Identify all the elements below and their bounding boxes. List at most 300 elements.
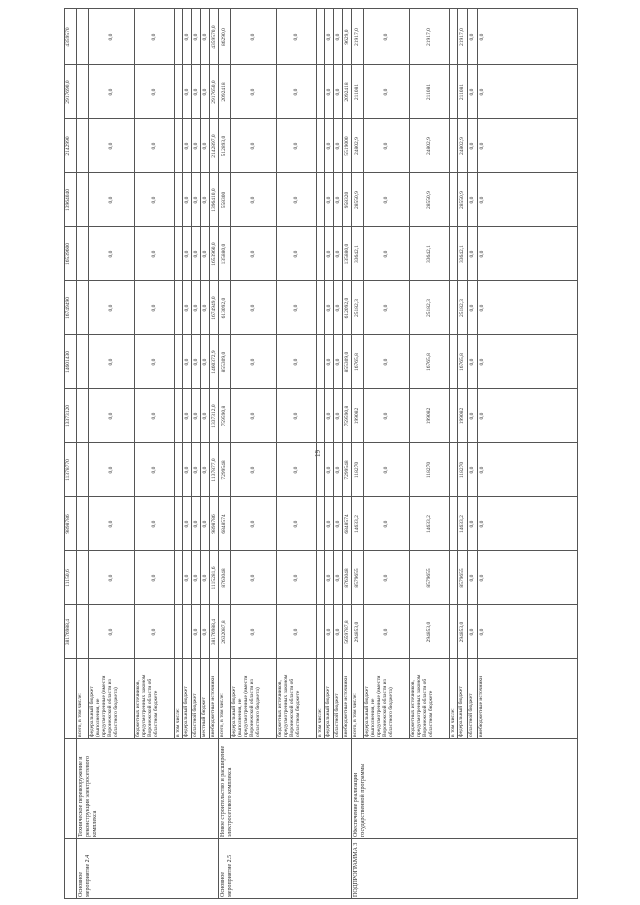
column-rule bbox=[64, 898, 578, 899]
row-value: 0,0 bbox=[325, 520, 332, 528]
row-value: 0,0 bbox=[469, 628, 475, 636]
row-value: 28550,9 bbox=[354, 191, 360, 209]
header-value: 13964040 bbox=[65, 189, 71, 211]
row-value: 0,0 bbox=[183, 304, 190, 312]
row-value bbox=[450, 65, 456, 119]
row-value bbox=[175, 119, 181, 173]
row-value: 0,0 bbox=[201, 628, 208, 636]
row-value: 0,0 bbox=[325, 142, 332, 150]
row-value bbox=[317, 119, 323, 173]
row-value bbox=[450, 119, 456, 173]
row-value: 1137877,0 bbox=[210, 458, 217, 482]
row-value: 1674949,0 bbox=[210, 296, 217, 320]
row-value bbox=[175, 389, 181, 443]
row-value: 0,0 bbox=[334, 250, 341, 258]
row-value: 855309,0 bbox=[343, 351, 350, 373]
table-bottom-rule bbox=[577, 9, 578, 899]
row-value bbox=[79, 65, 85, 119]
row-value: 0,0 bbox=[334, 412, 341, 420]
row-value: 5659787,8 bbox=[343, 620, 350, 644]
row-value: 0,0 bbox=[108, 196, 114, 204]
row-value bbox=[79, 9, 85, 65]
row-rule bbox=[218, 9, 219, 739]
row-value bbox=[450, 443, 456, 497]
row-value: 0,0 bbox=[325, 88, 332, 96]
row-rule bbox=[88, 9, 89, 739]
column-rule bbox=[64, 738, 578, 739]
row-value: 294853,0 bbox=[459, 621, 465, 643]
header-value: 4359570 bbox=[65, 27, 71, 47]
row-value bbox=[450, 335, 456, 389]
row-value: 0,0 bbox=[201, 412, 208, 420]
row-value bbox=[317, 65, 323, 119]
row-value bbox=[175, 551, 181, 605]
row-value: 211081 bbox=[459, 83, 465, 101]
row-value: 0,0 bbox=[192, 466, 199, 474]
row-value: 0,0 bbox=[469, 574, 475, 582]
row-value: 0,0 bbox=[334, 142, 341, 150]
row-value bbox=[175, 443, 181, 497]
row-value: 25182,3 bbox=[354, 299, 360, 317]
row-value: 0,0 bbox=[293, 466, 299, 474]
row-rule bbox=[276, 9, 277, 739]
row-value: 28550,9 bbox=[459, 191, 465, 209]
row-value: 613092,0 bbox=[221, 297, 227, 319]
row-value: 0,0 bbox=[250, 250, 256, 258]
row-rule bbox=[230, 9, 231, 739]
row-value: 0,0 bbox=[334, 358, 341, 366]
row-value: 0,0 bbox=[250, 466, 256, 474]
row-value: 24802,9 bbox=[459, 137, 465, 155]
row-value: 0,0 bbox=[192, 196, 199, 204]
column-rule bbox=[64, 838, 578, 839]
row-value: 25182,3 bbox=[426, 299, 432, 317]
row-value: 0,0 bbox=[201, 358, 208, 366]
row-value: 86290,0 bbox=[221, 28, 227, 46]
row-label: областной бюджет bbox=[334, 693, 340, 737]
row-value: 9629,0 bbox=[343, 29, 350, 45]
row-value bbox=[450, 551, 456, 605]
budget-table bbox=[64, 9, 578, 899]
row-value: 0,0 bbox=[479, 33, 485, 41]
row-value: 0,0 bbox=[151, 88, 157, 96]
row-value bbox=[317, 551, 323, 605]
row-value: 0,0 bbox=[334, 196, 341, 204]
row-value bbox=[317, 281, 323, 335]
row-value bbox=[317, 443, 323, 497]
row-value: 0,0 bbox=[192, 142, 199, 150]
row-value: 2917650,0 bbox=[210, 80, 217, 104]
row-value: 0,0 bbox=[293, 33, 299, 41]
row-value: 0,0 bbox=[183, 88, 190, 96]
row-value bbox=[79, 227, 85, 281]
header-value: 14601430 bbox=[65, 351, 71, 373]
row-value: 0,0 bbox=[250, 574, 256, 582]
row-value: 21917,0 bbox=[354, 28, 360, 46]
row-value: 0,0 bbox=[250, 88, 256, 96]
row-value: 0,0 bbox=[108, 33, 114, 41]
header-value: 2917690,0 bbox=[65, 80, 71, 104]
row-value: 0,0 bbox=[151, 466, 157, 474]
row-label: внебюджетные источники bbox=[343, 675, 349, 737]
row-value: 0,0 bbox=[383, 412, 389, 420]
row-value: 0,0 bbox=[201, 466, 208, 474]
row-value: 0,0 bbox=[479, 196, 485, 204]
row-value: 135880,0 bbox=[221, 243, 227, 265]
row-label: бюджетных источников, предусмотренных законом Воронежской области об областном бюджете bbox=[277, 674, 301, 737]
row-value: 0,0 bbox=[183, 250, 190, 258]
row-value: 0,0 bbox=[469, 520, 475, 528]
row-value: 0,0 bbox=[479, 358, 485, 366]
row-value bbox=[317, 9, 323, 65]
row-value: 0,0 bbox=[334, 520, 341, 528]
row-value: 33642,1 bbox=[426, 245, 432, 263]
row-value bbox=[175, 227, 181, 281]
row-value bbox=[175, 65, 181, 119]
row-value: 16765,8 bbox=[459, 353, 465, 371]
row-value: 0,0 bbox=[250, 628, 256, 636]
header-value: 9898786 bbox=[65, 514, 71, 534]
row-value: 2632087,8 bbox=[221, 620, 227, 644]
row-value: 0,0 bbox=[183, 466, 190, 474]
row-value: 0,0 bbox=[192, 33, 199, 41]
row-value: 0,0 bbox=[334, 628, 341, 636]
row-value: 0,0 bbox=[293, 88, 299, 96]
row-value: 0,0 bbox=[383, 304, 389, 312]
row-rule bbox=[363, 9, 364, 739]
row-value: 0,0 bbox=[334, 88, 341, 96]
row-value: 0,0 bbox=[469, 250, 475, 258]
row-label: федеральный бюджет (выполнения, не предусмотренные (вмести Воронежской области из областного бюджета) bbox=[89, 675, 119, 737]
row-value: 0,0 bbox=[383, 520, 389, 528]
row-value: 759590,8 bbox=[221, 405, 227, 427]
row-value bbox=[79, 119, 85, 173]
row-value: 855309,0 bbox=[221, 351, 227, 373]
row-value: 0,0 bbox=[192, 520, 199, 528]
row-value: 0,0 bbox=[183, 33, 190, 41]
row-value: 0,0 bbox=[479, 466, 485, 474]
row-value: 0,0 bbox=[151, 358, 157, 366]
row-value: 38176988,4 bbox=[210, 618, 217, 646]
row-value: 0,0 bbox=[325, 304, 332, 312]
row-value: 0,0 bbox=[334, 574, 341, 582]
header-value: 11378770 bbox=[65, 459, 71, 481]
row-value: 0,0 bbox=[383, 196, 389, 204]
row-value: 0,0 bbox=[108, 304, 114, 312]
row-value: 0,0 bbox=[201, 304, 208, 312]
row-rule bbox=[457, 9, 458, 739]
row-value: 0,0 bbox=[250, 412, 256, 420]
row-value: 0,0 bbox=[151, 412, 157, 420]
row-label: федеральный бюджет bbox=[183, 686, 189, 737]
row-value: 0,0 bbox=[383, 628, 389, 636]
row-value: 0,0 bbox=[293, 250, 299, 258]
row-value: 1115281,6 bbox=[210, 566, 217, 590]
row-value: 0,0 bbox=[293, 196, 299, 204]
row-value: 199082 bbox=[426, 407, 432, 425]
row-value: 16765,8 bbox=[354, 353, 360, 371]
row-value: 0,0 bbox=[325, 33, 332, 41]
row-value: 0,0 bbox=[325, 628, 332, 636]
row-value: 612092,0 bbox=[343, 297, 350, 319]
row-value bbox=[317, 497, 323, 551]
row-value bbox=[175, 9, 181, 65]
row-rule bbox=[467, 9, 468, 739]
row-value: 14633,2 bbox=[354, 515, 360, 533]
row-value: 0,0 bbox=[250, 33, 256, 41]
section-code: Основное мероприятие 2.5 bbox=[220, 854, 233, 897]
row-value: 0,0 bbox=[469, 142, 475, 150]
row-value: 0,0 bbox=[334, 33, 341, 41]
row-value: 294853,0 bbox=[426, 621, 432, 643]
row-value bbox=[450, 605, 456, 659]
row-value: 759590,8 bbox=[343, 405, 350, 427]
row-value bbox=[450, 173, 456, 227]
row-value: 958320 bbox=[343, 191, 350, 209]
row-label: местный бюджет bbox=[201, 697, 207, 737]
row-value: 0,0 bbox=[250, 358, 256, 366]
header-value: 2142990 bbox=[65, 136, 71, 156]
row-value: 0,0 bbox=[325, 412, 332, 420]
row-value: 0,0 bbox=[383, 33, 389, 41]
row-value: 0,0 bbox=[479, 574, 485, 582]
row-label: федеральный бюджет (выполнения, не предусмотренные (вмести Воронежской области из областного бюджета) bbox=[231, 675, 261, 737]
row-value bbox=[175, 497, 181, 551]
row-value: 0,0 bbox=[183, 412, 190, 420]
row-value: 0,0 bbox=[293, 628, 299, 636]
row-value: 118270 bbox=[426, 461, 432, 479]
row-value: 0,0 bbox=[479, 520, 485, 528]
row-value: 8763048 bbox=[343, 568, 350, 588]
row-value bbox=[79, 389, 85, 443]
row-value bbox=[450, 9, 456, 65]
row-value bbox=[184, 605, 190, 659]
row-value: 33642,1 bbox=[354, 245, 360, 263]
row-value: 0,0 bbox=[201, 142, 208, 150]
section-title: Обеспечение реализации государственной программы bbox=[353, 763, 366, 837]
row-value: 118270 bbox=[354, 461, 360, 479]
row-value: 6848574 bbox=[221, 514, 227, 534]
row-value: 24802,9 bbox=[354, 137, 360, 155]
row-value bbox=[175, 173, 181, 227]
row-label: всего, в том числе: bbox=[352, 693, 358, 737]
row-value: 2092418 bbox=[343, 82, 350, 102]
row-value bbox=[450, 227, 456, 281]
row-value: 0,0 bbox=[108, 628, 114, 636]
row-value: 21917,0 bbox=[426, 28, 432, 46]
row-rule bbox=[409, 9, 410, 739]
row-value: 211081 bbox=[354, 83, 360, 101]
row-value: 558300 bbox=[221, 191, 227, 209]
row-value: 0,0 bbox=[183, 142, 190, 150]
row-value: 8763048 bbox=[221, 568, 227, 588]
row-label: федеральный бюджет bbox=[325, 686, 331, 737]
header-value: 11150,6 bbox=[65, 569, 71, 587]
row-rule bbox=[351, 9, 352, 739]
row-label: бюджетных источников, предусмотренных законом Воронежской области об областном бюджете bbox=[410, 674, 434, 737]
row-value: 0,0 bbox=[108, 466, 114, 474]
row-value: 0,0 bbox=[469, 196, 475, 204]
row-value: 0,0 bbox=[293, 304, 299, 312]
row-value: 0,0 bbox=[469, 412, 475, 420]
row-value: 0,0 bbox=[108, 88, 114, 96]
row-value: 1653960,0 bbox=[210, 242, 217, 266]
row-value: 0,0 bbox=[383, 142, 389, 150]
row-value: 0,0 bbox=[293, 574, 299, 582]
row-value: 0,0 bbox=[334, 466, 341, 474]
row-value: 6848574 bbox=[343, 514, 350, 534]
row-label: федеральный бюджет bbox=[458, 686, 464, 737]
row-value: 8579655 bbox=[426, 568, 432, 588]
row-value: 21917,0 bbox=[459, 28, 465, 46]
row-value: 0,0 bbox=[479, 250, 485, 258]
row-value bbox=[175, 605, 181, 659]
row-value bbox=[317, 605, 323, 659]
row-label: в том числе: bbox=[317, 708, 323, 737]
row-value: 0,0 bbox=[183, 574, 190, 582]
row-value: 0,0 bbox=[201, 196, 208, 204]
row-value bbox=[79, 443, 85, 497]
row-value: 0,0 bbox=[108, 250, 114, 258]
row-value bbox=[175, 281, 181, 335]
row-value: 0,0 bbox=[325, 466, 332, 474]
row-label: федеральный бюджет (выполнения, не предусмотренные (вмести Воронежской области из областного бюджета) bbox=[364, 675, 394, 737]
row-value bbox=[450, 497, 456, 551]
row-value: 211081 bbox=[426, 83, 432, 101]
row-value bbox=[317, 227, 323, 281]
row-value: 0,0 bbox=[192, 250, 199, 258]
row-value: 0,0 bbox=[108, 142, 114, 150]
row-value: 0,0 bbox=[151, 250, 157, 258]
row-value: 0,0 bbox=[469, 466, 475, 474]
header-value: 16749490 bbox=[65, 297, 71, 319]
row-value: 0,0 bbox=[469, 358, 475, 366]
row-value: 28550,9 bbox=[426, 191, 432, 209]
row-value: 0,0 bbox=[250, 304, 256, 312]
row-value: 25182,3 bbox=[459, 299, 465, 317]
row-value bbox=[79, 335, 85, 389]
row-value: 118270 bbox=[459, 461, 465, 479]
section-code: ПОДПРОГРАММА 3 bbox=[353, 842, 359, 897]
row-value: 0,0 bbox=[325, 574, 332, 582]
row-value: 0,0 bbox=[293, 358, 299, 366]
row-value bbox=[175, 335, 181, 389]
row-value: 199082 bbox=[459, 407, 465, 425]
page-number: 19 bbox=[314, 450, 322, 457]
section-title: Техническое перевооружение и реконструкция электросетевого комплекса bbox=[78, 756, 98, 837]
row-rule bbox=[477, 9, 478, 739]
row-value: 0,0 bbox=[151, 520, 157, 528]
section-code: Основное мероприятие 2.4 bbox=[78, 854, 91, 897]
row-value bbox=[450, 389, 456, 443]
row-value: 0,0 bbox=[479, 142, 485, 150]
row-value: 0,0 bbox=[383, 574, 389, 582]
row-value: 0,0 bbox=[469, 33, 475, 41]
row-value: 199082 bbox=[354, 407, 360, 425]
row-value: 0,0 bbox=[151, 628, 157, 636]
row-value: 0,0 bbox=[151, 304, 157, 312]
row-value: 0,0 bbox=[183, 520, 190, 528]
row-value: 0,0 bbox=[192, 358, 199, 366]
row-value: 0,0 bbox=[383, 358, 389, 366]
row-value: 7299548 bbox=[221, 460, 227, 480]
row-label: внебюджетные источники bbox=[478, 675, 484, 737]
row-value bbox=[79, 605, 85, 659]
header-value: 38176988,4 bbox=[65, 618, 71, 646]
row-value: 0,0 bbox=[201, 88, 208, 96]
row-value bbox=[317, 389, 323, 443]
row-value: 0,0 bbox=[108, 358, 114, 366]
row-value: 0,0 bbox=[479, 412, 485, 420]
row-value: 512893,0 bbox=[221, 135, 227, 157]
row-label: бюджетных источников, предусмотренных законом Воронежской области об областном бюджете bbox=[135, 674, 159, 737]
row-value: 5519000 bbox=[343, 136, 350, 156]
row-value: 0,0 bbox=[201, 250, 208, 258]
row-value: 4359570,0 bbox=[210, 25, 217, 49]
row-label: в том числе: bbox=[450, 708, 456, 737]
row-value: 0,0 bbox=[250, 520, 256, 528]
row-value: 0,0 bbox=[192, 88, 199, 96]
row-value bbox=[79, 551, 85, 605]
row-value: 2092418 bbox=[221, 82, 227, 102]
row-value bbox=[79, 281, 85, 335]
row-value: 0,0 bbox=[151, 196, 157, 204]
row-value: 0,0 bbox=[250, 142, 256, 150]
row-rule bbox=[134, 9, 135, 739]
row-value: 33642,1 bbox=[459, 245, 465, 263]
row-label: в том числе: bbox=[175, 708, 181, 737]
row-label: всего, в том числе: bbox=[77, 693, 83, 737]
row-value: 0,0 bbox=[201, 33, 208, 41]
row-value bbox=[79, 497, 85, 551]
row-value: 0,0 bbox=[183, 358, 190, 366]
row-value: 24802,9 bbox=[426, 137, 432, 155]
row-value: 0,0 bbox=[469, 88, 475, 96]
row-label: внебюджетные источники bbox=[210, 675, 216, 737]
row-label: всего, в том числе: bbox=[219, 693, 225, 737]
header-value: 13373120 bbox=[65, 405, 71, 427]
row-value: 0,0 bbox=[479, 628, 485, 636]
row-value: 0,0 bbox=[151, 142, 157, 150]
row-value: 0,0 bbox=[192, 412, 199, 420]
row-value: 0,0 bbox=[325, 250, 332, 258]
row-value: 0,0 bbox=[325, 196, 332, 204]
row-label: областной бюджет bbox=[192, 693, 198, 737]
row-value: 0,0 bbox=[293, 142, 299, 150]
row-value: 0,0 bbox=[479, 88, 485, 96]
section-title: Новое строительство и расширение электросетевого комплекса bbox=[220, 745, 233, 837]
header-value: 16539600 bbox=[65, 243, 71, 265]
row-value: 9898786 bbox=[210, 514, 217, 534]
row-value: 0,0 bbox=[293, 520, 299, 528]
row-value: 0,0 bbox=[108, 520, 114, 528]
row-value: 0,0 bbox=[250, 196, 256, 204]
row-value: 0,0 bbox=[201, 520, 208, 528]
row-value: 1337312,0 bbox=[210, 404, 217, 428]
row-value: 8579655 bbox=[354, 568, 360, 588]
row-value bbox=[317, 335, 323, 389]
row-value: 0,0 bbox=[151, 33, 157, 41]
row-value: 0,0 bbox=[201, 574, 208, 582]
row-value: 0,0 bbox=[479, 304, 485, 312]
row-value bbox=[317, 173, 323, 227]
row-value: 14633,2 bbox=[459, 515, 465, 533]
row-value: 0,0 bbox=[383, 88, 389, 96]
row-value: 16765,8 bbox=[426, 353, 432, 371]
row-value: 294853,0 bbox=[354, 621, 360, 643]
row-value: 0,0 bbox=[192, 628, 199, 636]
row-value bbox=[79, 173, 85, 227]
